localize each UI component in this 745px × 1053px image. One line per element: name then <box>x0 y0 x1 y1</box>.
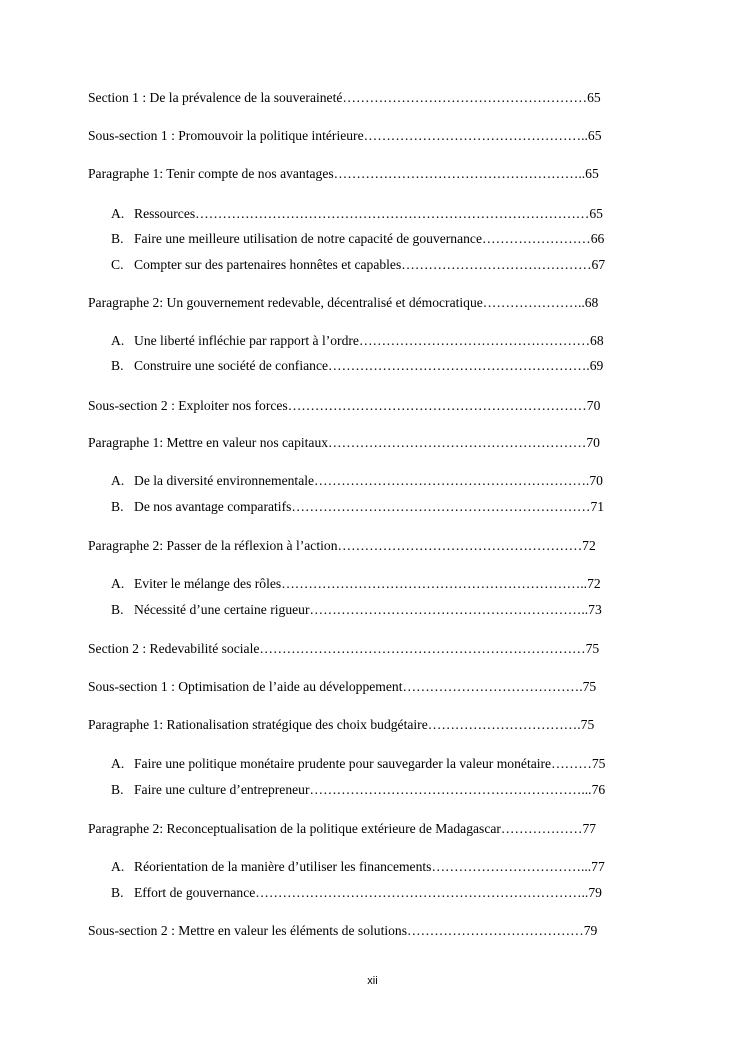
toc-item-text: Faire une politique monétaire prudente pour sauvegarder la valeur monétaire………75 <box>134 756 606 771</box>
toc-entry-paragraphe-2: Paragraphe 2: Un gouvernement redevable, décentralisé et démocratique…………………..68 <box>88 295 599 310</box>
toc-entry-paragraphe-1: Paragraphe 1: Mettre en valeur nos capitaux…………………………………………………70 <box>88 435 600 450</box>
toc-item-marker: B. <box>111 358 124 373</box>
toc-item-marker: C. <box>111 257 124 272</box>
toc-item-text: Nécessité d’une certaine rigueur……………………………………………………..73 <box>134 602 602 617</box>
toc-entry-paragraphe-2: Paragraphe 2: Passer de la réflexion à l’action………………………………………………72 <box>88 538 596 553</box>
toc-entry-item-c <box>111 256 605 274</box>
toc-item-marker: B. <box>111 499 124 514</box>
toc-item-marker: A. <box>111 333 125 348</box>
toc-item-text: Réorientation de la manière d’utiliser les financements……………………………...77 <box>134 859 605 874</box>
toc-item-text: Eviter le mélange des rôles…………………………………………………………..72 <box>134 576 601 591</box>
toc-entry-paragraphe-1: Paragraphe 1: Rationalisation stratégique des choix budgétaire…………………………….75 <box>88 717 595 732</box>
toc-entry-item-a <box>111 858 605 876</box>
toc-item-text: De la diversité environnementale…………………………………………………….70 <box>134 473 603 488</box>
toc-item-marker: A. <box>111 859 125 874</box>
toc-item-marker: A. <box>111 206 125 221</box>
toc-item-text: Faire une meilleure utilisation de notre capacité de gouvernance……………………66 <box>134 231 605 246</box>
toc-entry-item-b <box>111 498 604 516</box>
toc-entry-item-b <box>111 357 603 375</box>
toc-entry-section-1: Section 1 : De la prévalence de la souveraineté………………………………………………65 <box>88 90 601 105</box>
toc-entry-sous-section-1: Sous-section 1 : Promouvoir la politique intérieure…………………………………………..65 <box>88 128 602 143</box>
toc-item-text: Compter sur des partenaires honnêtes et capables……………………………………67 <box>134 257 606 272</box>
toc-entry-paragraphe-1: Paragraphe 1: Tenir compte de nos avantages………………………………………………..65 <box>88 166 599 181</box>
toc-item-text: Effort de gouvernance………………………………………………………………..79 <box>134 885 602 900</box>
toc-entry-section-2: Section 2 : Redevabilité sociale………………………………………………………………75 <box>88 641 600 656</box>
toc-entry-sous-section-2: Sous-section 2 : Exploiter nos forces…………………………………………………………70 <box>88 398 601 413</box>
toc-item-marker: A. <box>111 576 125 591</box>
toc-entry-item-a <box>111 205 603 223</box>
toc-item-text: De nos avantage comparatifs…………………………………………………………71 <box>134 499 605 514</box>
toc-item-marker: A. <box>111 756 125 771</box>
toc-item-marker: B. <box>111 782 124 797</box>
toc-item-marker: A. <box>111 473 125 488</box>
toc-entry-item-b <box>111 601 602 619</box>
toc-entry-item-b <box>111 230 604 248</box>
toc-item-text: Ressources……………………………………………………………………………65 <box>134 206 603 221</box>
toc-item-marker: B. <box>111 885 124 900</box>
toc-entry-item-a <box>111 472 603 490</box>
toc-entry-paragraphe-2: Paragraphe 2: Reconceptualisation de la politique extérieure de Madagascar………………77 <box>88 821 597 836</box>
toc-entry-item-a <box>111 755 605 773</box>
toc-entry-item-a <box>111 332 604 350</box>
toc-entry-item-a <box>111 575 601 593</box>
toc-entry-sous-section-1: Sous-section 1 : Optimisation de l’aide au développement………………………………….75 <box>88 679 597 694</box>
toc-entry-item-b <box>111 884 602 902</box>
toc-item-text: Faire une culture d’entrepreneur……………………………………………………...76 <box>134 782 606 797</box>
page-number: xii <box>367 975 378 987</box>
toc-item-marker: B. <box>111 231 124 246</box>
toc-entry-item-b <box>111 781 605 799</box>
toc-entry-sous-section-2: Sous-section 2 : Mettre en valeur les éléments de solutions…………………………………79 <box>88 923 598 938</box>
toc-item-text: Construire une société de confiance………………………………………………….69 <box>134 358 604 373</box>
toc-item-marker: B. <box>111 602 124 617</box>
toc-item-text: Une liberté infléchie par rapport à l’ordre……………………………………………68 <box>134 333 604 348</box>
